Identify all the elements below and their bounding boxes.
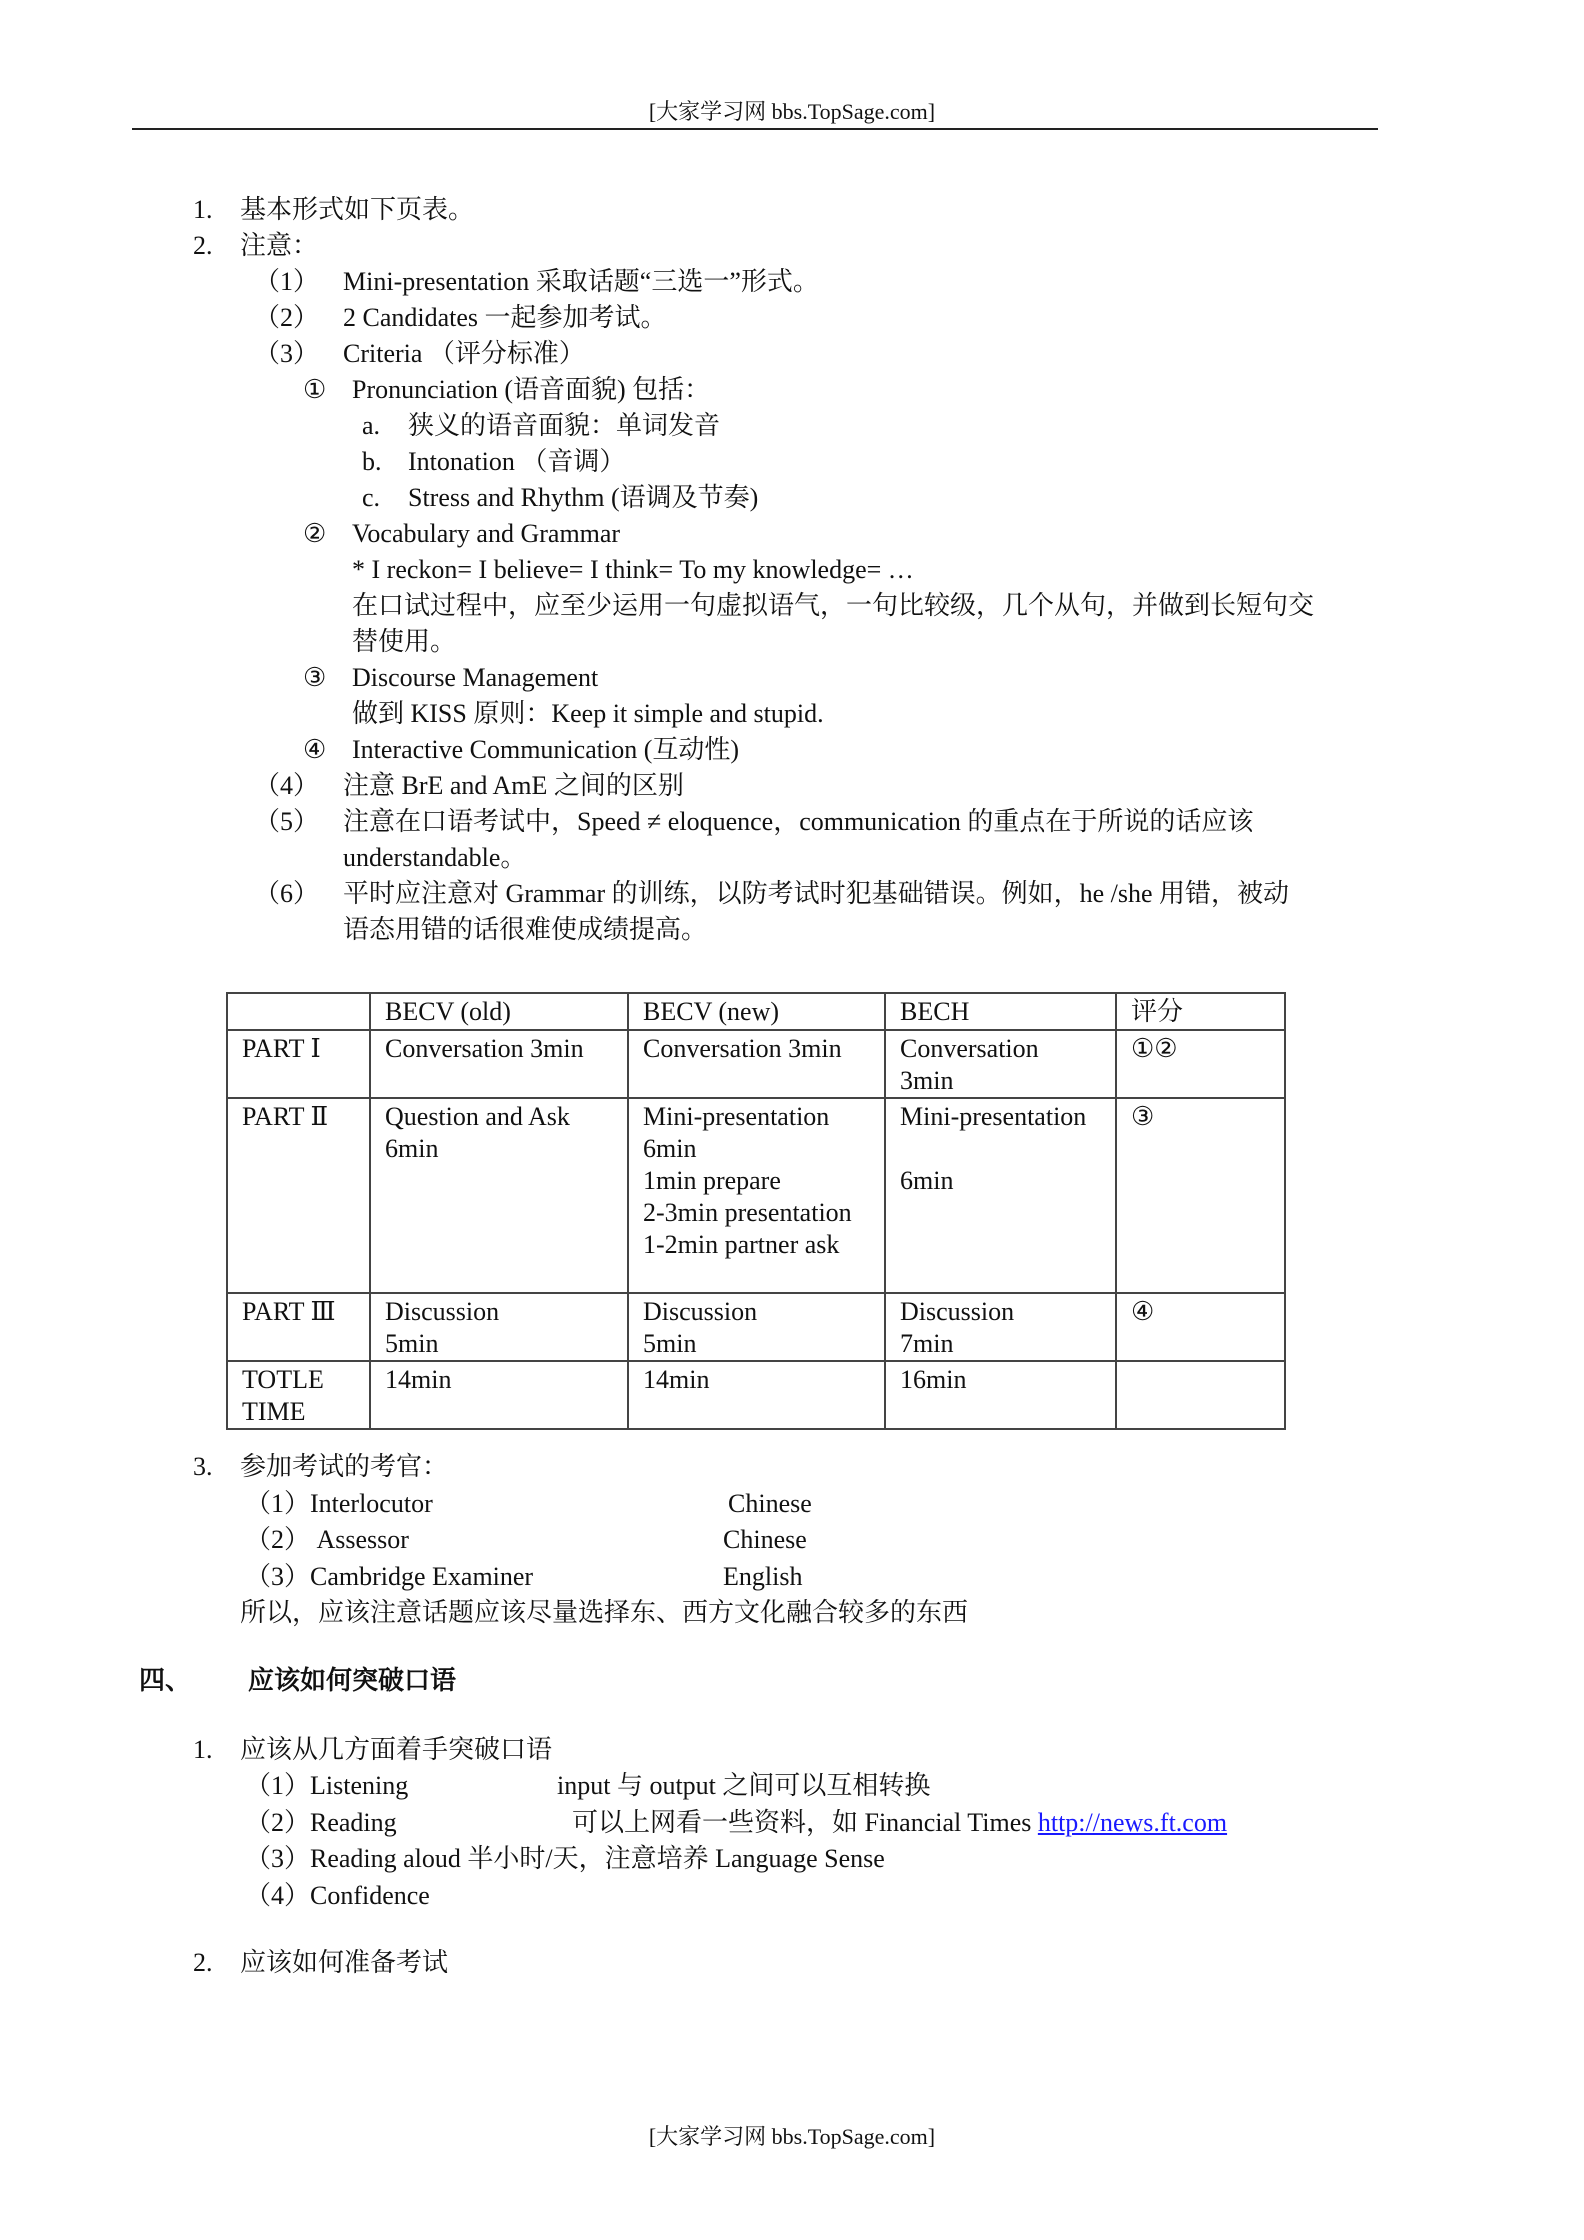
method-label: （4）Confidence (245, 1881, 430, 1910)
criteria-detail: 在口试过程中，应至少运用一句虚拟语气，一句比较级，几个从句，并做到长短句交 (352, 591, 1315, 620)
criteria-number: ① (303, 375, 327, 404)
item-number: 3. (193, 1452, 213, 1481)
table-cell (1116, 1361, 1285, 1429)
examiner-role: （1）Interlocutor (245, 1489, 433, 1518)
criteria-text: Interactive Communication (互动性) (352, 735, 740, 764)
table-cell: PART Ⅱ (227, 1098, 370, 1293)
table-header-cell: BECV (old) (370, 993, 628, 1030)
item-number: 2. (193, 1948, 213, 1977)
table-cell: Mini-presentation 6min 1min prepare 2-3min presentation 1-2min partner ask (628, 1098, 885, 1293)
examiner-role: （2） Assessor (245, 1525, 409, 1554)
table-row (227, 1030, 1285, 1098)
table-cell: Conversation 3min (628, 1030, 885, 1098)
item-number: 2. (193, 231, 213, 260)
criteria-text: Pronunciation (语音面貌) 包括： (352, 375, 711, 404)
page-header: [大家学习网 bbs.TopSage.com] (648, 99, 936, 124)
sub-text: 平时应注意对 Grammar 的训练，以防考试时犯基础错误。例如，he /she 用错，被动 (343, 879, 1290, 908)
examiner-role: （3）Cambridge Examiner (245, 1562, 534, 1591)
table-cell: Discussion 7min (885, 1293, 1116, 1361)
item-text: 基本形式如下页表。 (240, 195, 475, 224)
sub-text: understandable。 (343, 843, 527, 872)
table-cell: 14min (628, 1361, 885, 1429)
criteria-number: ② (303, 519, 327, 548)
sub-text: 语态用错的话很难使成绩提高。 (343, 915, 708, 944)
method-label: （2）Reading (245, 1808, 397, 1837)
table-header-cell: BECV (new) (628, 993, 885, 1030)
item-text: 应该如何准备考试 (240, 1948, 449, 1977)
examiner-language: Chinese (723, 1525, 807, 1554)
table-cell: Discussion 5min (628, 1293, 885, 1361)
table-cell: Discussion 5min (370, 1293, 628, 1361)
table-cell: ④ (1116, 1293, 1285, 1361)
sub-number: （2） (254, 303, 320, 332)
criteria-text: Vocabulary and Grammar (352, 519, 621, 548)
sub-number: （3） (254, 339, 320, 368)
table-row (227, 1293, 1285, 1361)
criteria-detail: 做到 KISS 原则：Keep it simple and stupid. (352, 699, 824, 728)
examiner-language: English (723, 1562, 803, 1591)
ft-link[interactable]: http://news.ft.com (1037, 1808, 1228, 1837)
table-header-cell: BECH (885, 993, 1116, 1030)
letter-number: a. (362, 411, 381, 440)
criteria-number: ④ (303, 735, 327, 764)
section-title: 应该如何突破口语 (248, 1666, 457, 1695)
sub-text: 注意在口语考试中，Speed ≠ eloquence，communication 的重点在于所说的话应该 (343, 807, 1254, 836)
table-cell: 14min (370, 1361, 628, 1429)
table-row (227, 1098, 1285, 1293)
table-header-row (227, 993, 1285, 1030)
method-desc: input 与 output 之间可以互相转换 (557, 1771, 931, 1800)
sub-text: 2 Candidates 一起参加考试。 (343, 303, 667, 332)
examiner-note: 所以，应该注意话题应该尽量选择东、西方文化融合较多的东西 (240, 1598, 969, 1627)
table-cell: 16min (885, 1361, 1116, 1429)
method-label: （1）Listening (245, 1771, 409, 1800)
item-text: 应该从几方面着手突破口语 (240, 1735, 553, 1764)
item-text: 注意： (240, 231, 319, 260)
method-label: （3）Reading aloud 半小时/天，注意培养 Language Sense (245, 1844, 885, 1873)
item-number: 1. (193, 195, 213, 224)
criteria-text: Discourse Management (352, 663, 599, 692)
sub-number: （6） (254, 879, 320, 908)
table-cell: ③ (1116, 1098, 1285, 1293)
method-desc-text: 可以上网看一些资料，如 Financial Times (572, 1808, 1038, 1837)
criteria-detail: 替使用。 (352, 627, 457, 656)
criteria-detail: * I reckon= I believe= I think= To my knowledge= … (352, 555, 914, 584)
page-footer: [大家学习网 bbs.TopSage.com] (648, 2124, 936, 2149)
table-cell: PART Ⅲ (227, 1293, 370, 1361)
sub-text: Criteria （评分标准） (343, 339, 585, 368)
table-cell: Conversation 3min (370, 1030, 628, 1098)
table-header-cell (227, 993, 370, 1030)
item-text: 参加考试的考官： (240, 1452, 449, 1481)
section-number: 四、 (139, 1666, 192, 1695)
sub-number: （4） (254, 771, 320, 800)
letter-number: c. (362, 483, 381, 512)
exam-format-table (226, 992, 1286, 1430)
criteria-number: ③ (303, 663, 327, 692)
table-cell: Conversation 3min (885, 1030, 1116, 1098)
table-row (227, 1361, 1285, 1429)
sub-text: Mini-presentation 采取话题“三选一”形式。 (343, 267, 819, 296)
table-cell: Question and Ask 6min (370, 1098, 628, 1293)
table-header-cell: 评分 (1116, 993, 1285, 1030)
item-number: 1. (193, 1735, 213, 1764)
letter-text: Intonation （音调） (408, 447, 626, 476)
header-rule (132, 128, 1378, 130)
table-cell: Mini-presentation 6min (885, 1098, 1116, 1293)
sub-number: （1） (254, 267, 320, 296)
method-desc (572, 1805, 1227, 1841)
letter-number: b. (362, 447, 382, 476)
sub-number: （5） (254, 807, 320, 836)
table-cell: ①② (1116, 1030, 1285, 1098)
table-cell: PART Ⅰ (227, 1030, 370, 1098)
letter-text: 狭义的语音面貌：单词发音 (408, 411, 721, 440)
table-cell: TOTLE TIME (227, 1361, 370, 1429)
examiner-language: Chinese (728, 1489, 812, 1518)
sub-text: 注意 BrE and AmE 之间的区别 (343, 771, 684, 800)
letter-text: Stress and Rhythm (语调及节奏) (408, 483, 759, 512)
